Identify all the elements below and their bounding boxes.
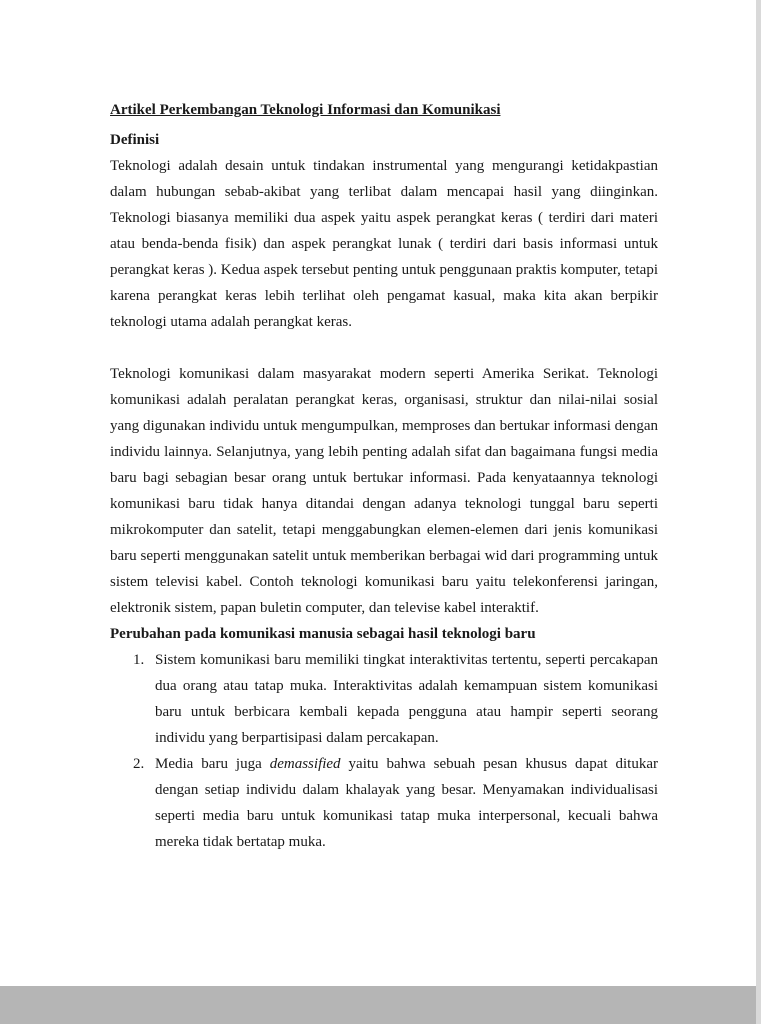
list-item [133, 647, 658, 751]
list-item-text-pre: Media baru juga [155, 756, 270, 772]
paragraph-definisi-1: Teknologi adalah desain untuk tindakan instrumental yang mengurangi ketidakpastian dalam hubungan sebab-akibat yang terlibat dalam mencapai hasil yang diinginkan. Teknologi biasanya memiliki dua aspek yaitu aspek perangkat keras ( terdiri dari materi atau benda-benda fisik) dan aspek perangkat lunak ( terdiri dari basis informasi untuk perangkat keras ). Kedua aspek tersebut penting untuk penggunaan praktis komputer, tetapi karena perangkat keras lebih terlihat oleh pengamat kasual, maka kita akan berpikir teknologi utama adalah perangkat keras. [110, 158, 658, 330]
section-heading-definisi: Definisi [110, 132, 160, 148]
numbered-list [110, 647, 658, 855]
list-item-text-italic: demassified [269, 756, 341, 772]
page-backdrop-bottom [0, 986, 756, 1024]
list-item-text-post: yaitu bahwa sebuah pesan khusus dapat ditukar dengan setiap individu dalam khalayak yang besar. Menyamakan individualisasi seperti media baru untuk komunikasi tatap muka interpersonal, kecuali bahwa mereka tidak bertatap muka. [155, 756, 658, 850]
page-backdrop-right [756, 0, 768, 1024]
article-title: Artikel Perkembangan Teknologi Informasi dan Komunikasi [110, 102, 501, 118]
section-heading-perubahan: Perubahan pada komunikasi manusia sebagai hasil teknologi baru [110, 626, 536, 642]
list-item-text [155, 751, 658, 855]
list-item [133, 751, 658, 855]
list-number: 1. [133, 652, 145, 668]
list-number: 2. [133, 756, 145, 772]
list-item-text: Sistem komunikasi baru memiliki tingkat interaktivitas tertentu, seperti percakapan dua orang atau tatap muka. Interaktivitas adalah kemampuan sistem komunikasi baru untuk berbicara kembali kepada pengguna atau hampir seperti seorang individu yang berpartisipasi dalam percakapan. [155, 652, 658, 746]
paragraph-definisi-2: Teknologi komunikasi dalam masyarakat modern seperti Amerika Serikat. Teknologi komunikasi adalah peralatan perangkat keras, organisasi, struktur dan nilai-nilai sosial yang digunakan individu untuk mengumpulkan, memproses dan bertukar informasi dengan individu lainnya. Selanjutnya, yang lebih penting adalah sifat dan bagaimana fungsi media baru bagi sebagian besar orang untuk bertukar informasi. Pada kenyataannya teknologi komunikasi baru tidak hanya ditandai dengan adanya teknologi tunggal baru seperti mikrokomputer dan satelit, tetapi menggabungkan elemen-elemen dari jenis komunikasi baru seperti menggunakan satelit untuk memberikan berbagai wid dari programming untuk sistem televisi kabel. Contoh teknologi komunikasi baru yaitu telekonferensi jaringan, elektronik sistem, papan buletin computer, dan televise kabel interaktif. [110, 366, 658, 616]
